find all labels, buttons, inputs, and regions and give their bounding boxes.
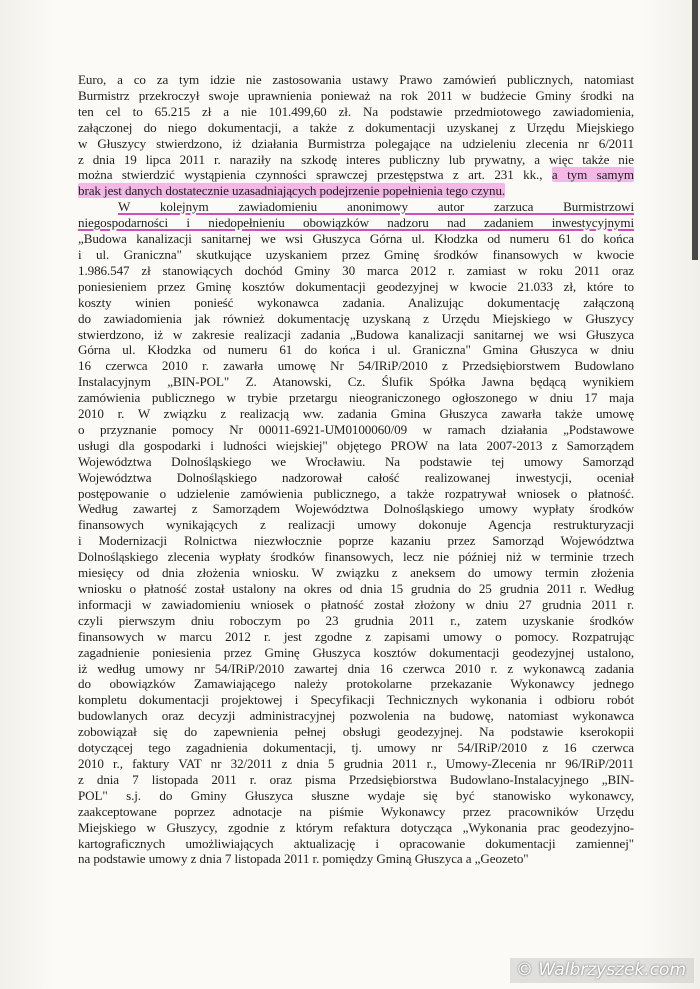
text-line: Województwa Dolnośląskiego we Wrocławiu. Na podstawie tej umowy Samorząd: [78, 453, 634, 469]
text-line: „Budowa kanalizacji sanitarnej we wsi Głuszyca Górna ul. Kłodzka od numeru 61 do końca: [78, 231, 634, 247]
text-line: Województwa Dolnośląskiego nadzorował całość realizowanej inwestycji, oceniał: [78, 469, 634, 485]
text-line: finansowych w marcu 2012 r. jest zgodne z zapisami umowy o pomocy. Rozpatrując: [78, 628, 634, 644]
text-line: zobowiązał się do zapewnienia pełnej obsługi geodezyjnej. Na podstawie kserokopii: [78, 724, 634, 740]
underlined-text: W kolejnym zawiadomieniu anonimowy autor zarzuca Burmistrzowi: [118, 199, 634, 215]
scan-edge-mark: [692, 0, 698, 260]
text-line: i ul. Graniczna" skutkujące uzyskaniem przez Gminę środków finansowych w kwocie: [78, 246, 634, 262]
text-line: 16 czerwca 2010 r. zawarła umowę Nr 54/IRiP/2010 z Przedsiębiorstwem Budowlano: [78, 358, 634, 374]
underlined-text: niegospodarności i niedopełnieniu obowiązków nadzoru nad zadaniem inwestycyjnymi: [78, 215, 634, 231]
text-line: postępowanie o udzielenie zamówienia publicznego, a także rozpatrywał wniosek o płatność.: [78, 485, 634, 501]
text-line-with-highlight: [78, 167, 634, 183]
text-line: Dolnośląskiego zlecenia wypłaty środków finansowych, lecz nie później niż w terminie trzech: [78, 549, 634, 565]
text-line: stwierdzono, iż w zakresie realizacji zadania „Budowa kanalizacji sanitarnej we wsi Głuszyca: [78, 326, 634, 342]
text-line: zagadnienie poniesienia przez Gminę Głuszyca kosztów dokumentacji geodezyjnej ustalono,: [78, 644, 634, 660]
text-line: Instalacyjnym „BIN-POL" Z. Atanowski, Cz. Ślufik Spółka Jawna będącą wynikiem: [78, 374, 634, 390]
text-line: zaakceptowane poprzez adnotacje na piśmie Wykonawcy przez pracowników Urzędu: [78, 803, 634, 819]
text-line: poniesieniem przez Gminę kosztów dokumentacji geodezyjnej w kwocie 21.033 zł, które to: [78, 278, 634, 294]
text-line: [78, 215, 634, 231]
text-line: miesięcy od dnia złożenia wniosku. W związku z aneksem do umowy termin złożenia: [78, 565, 634, 581]
text-line: dotyczącej tego zagadnienia dokumentacji, tj. umowy nr 54/IRiP/2010 z 16 czerwca: [78, 740, 634, 756]
text-line: z dnia 19 lipca 2011 r. naraziły na szkodę interes publiczny lub prywatny, a więc także nie: [78, 151, 634, 167]
site-watermark: © Walbrzyszek.com: [510, 958, 694, 983]
text-line: koszty winien ponieść wykonawca zadania. Analizując dokumentację załączoną: [78, 294, 634, 310]
text-line: kompletu dokumentacji projektowej i Specyfikacji Technicznych wykonania i odbioru robót: [78, 692, 634, 708]
text-line: o przyznanie pomocy Nr 00011-6921-UM0100060/09 w ramach działania „Podstawowe: [78, 421, 634, 437]
text-line: finansowych wynikających z realizacji umowy dokonuje Agencja restrukturyzacji: [78, 517, 634, 533]
text-line: z dnia 7 listopada 2011 r. oraz pisma Przedsiębiorstwa Budowlano-Instalacyjnego „BIN-: [78, 771, 634, 787]
text-line: do zawiadomienia jak również dokumentację uzyskaną z Urzędu Miejskiego w Głuszycy: [78, 310, 634, 326]
text-line: na podstawie umowy z dnia 7 listopada 2011 r. pomiędzy Gminą Głuszyca a „Geozeto": [78, 851, 529, 867]
text-line: ten cel to 65.215 zł a nie 101.499,60 zł. Na podstawie przedmiotowego zawiadomienia,: [78, 103, 634, 119]
text-line: iż według umowy nr 54/IRiP/2010 zawartej dnia 16 czerwca 2010 r. z wykonawcą zadania: [78, 660, 634, 676]
text-line: do obowiązków Zamawiającego należy protokolarne przekazanie Wykonawcy jednego: [78, 676, 634, 692]
text-line: i Modernizacji Rolnictwa niezwłocznie poprze kazaniu przez Samorząd Województwa: [78, 533, 634, 549]
highlighted-text: a tym samym: [551, 167, 634, 183]
text-line: informacji w zawiadomieniu wniosek o płatność został złożony w dniu 27 grudnia 2011 r.: [78, 596, 634, 612]
text-line: Burmistrz przekroczył swoje uprawnienia ponieważ na rok 2011 w budżecie Gminy środki na: [78, 87, 634, 103]
text-line: zamówienia publicznego w trybie przetargu nieograniczonego ogłoszonego w dniu 17 maja: [78, 390, 634, 406]
text-line: POL" s.j. do Gminy Głuszyca słuszne wydaje się być stanowisko wykonawcy,: [78, 787, 634, 803]
text-line: usługi dla gospodarki i ludności wiejskiej" objętego PROW na lata 2007-2013 z Samorządem: [78, 437, 634, 453]
text-line: budowlanych oraz decyzji administracyjnej pozwolenia na budowę, natomiast wykonawca: [78, 708, 634, 724]
document-body: [78, 72, 634, 867]
text-line: 2010 r. W związku z realizacją ww. zadania Gmina Głuszyca zawarła także umowę: [78, 406, 634, 422]
highlighted-text: brak jest danych dostatecznie uzasadniających podejrzenie popełnienia tego czynu.: [78, 183, 506, 199]
text-line: Górna ul. Kłodzka od numeru 61 do końca i ul. Graniczna" Gmina Głuszyca w dniu: [78, 342, 634, 358]
text-line: 1.986.547 zł stanowiących dochód Gminy 30 marca 2012 r. zamiast w roku 2011 oraz: [78, 262, 634, 278]
text-line: załączonej do niego dokumentacji, a także z dokumentacji uzyskanej z Urzędu Miejskiego: [78, 119, 634, 135]
text-line: 2010 r., faktury VAT nr 32/2011 z dnia 5 grudnia 2011 r., Umowy-Zlecenia nr 96/IRiP/2011: [78, 755, 634, 771]
text-line-highlighted: [78, 183, 634, 199]
text-line: Według zawartej z Samorządem Województwa Dolnośląskiego umowy wypłaty środków: [78, 501, 634, 517]
text-line: wniosku o płatność został ustalony na okres od dnia 15 grudnia do 25 grudnia 2011 r. Według: [78, 581, 634, 596]
text-fragment: można stwierdzić wystąpienia czynności sprawczej przestępstwa z art. 231 kk.,: [78, 167, 543, 183]
text-line: czyli pierwszym dniu roboczym po 23 grudnia 2011 r., zatem uzyskanie środków: [78, 612, 634, 628]
text-line: w Głuszycy stwierdzono, iż działania Burmistrza polegające na udzieleniu zlecenia nr 6/2011: [78, 135, 634, 151]
text-line: kartograficznych umożliwiających aktualizację i opracowanie dokumentacji zamiennej": [78, 835, 634, 851]
text-line-indented: [78, 199, 634, 215]
text-line: Euro, a co za tym idzie nie zastosowania ustawy Prawo zamówień publicznych, natomiast: [78, 72, 634, 87]
text-line: Miejskiego w Głuszycy, zgodnie z którym refaktura dotycząca „Wykonania prac geodezyjno-: [78, 819, 634, 835]
